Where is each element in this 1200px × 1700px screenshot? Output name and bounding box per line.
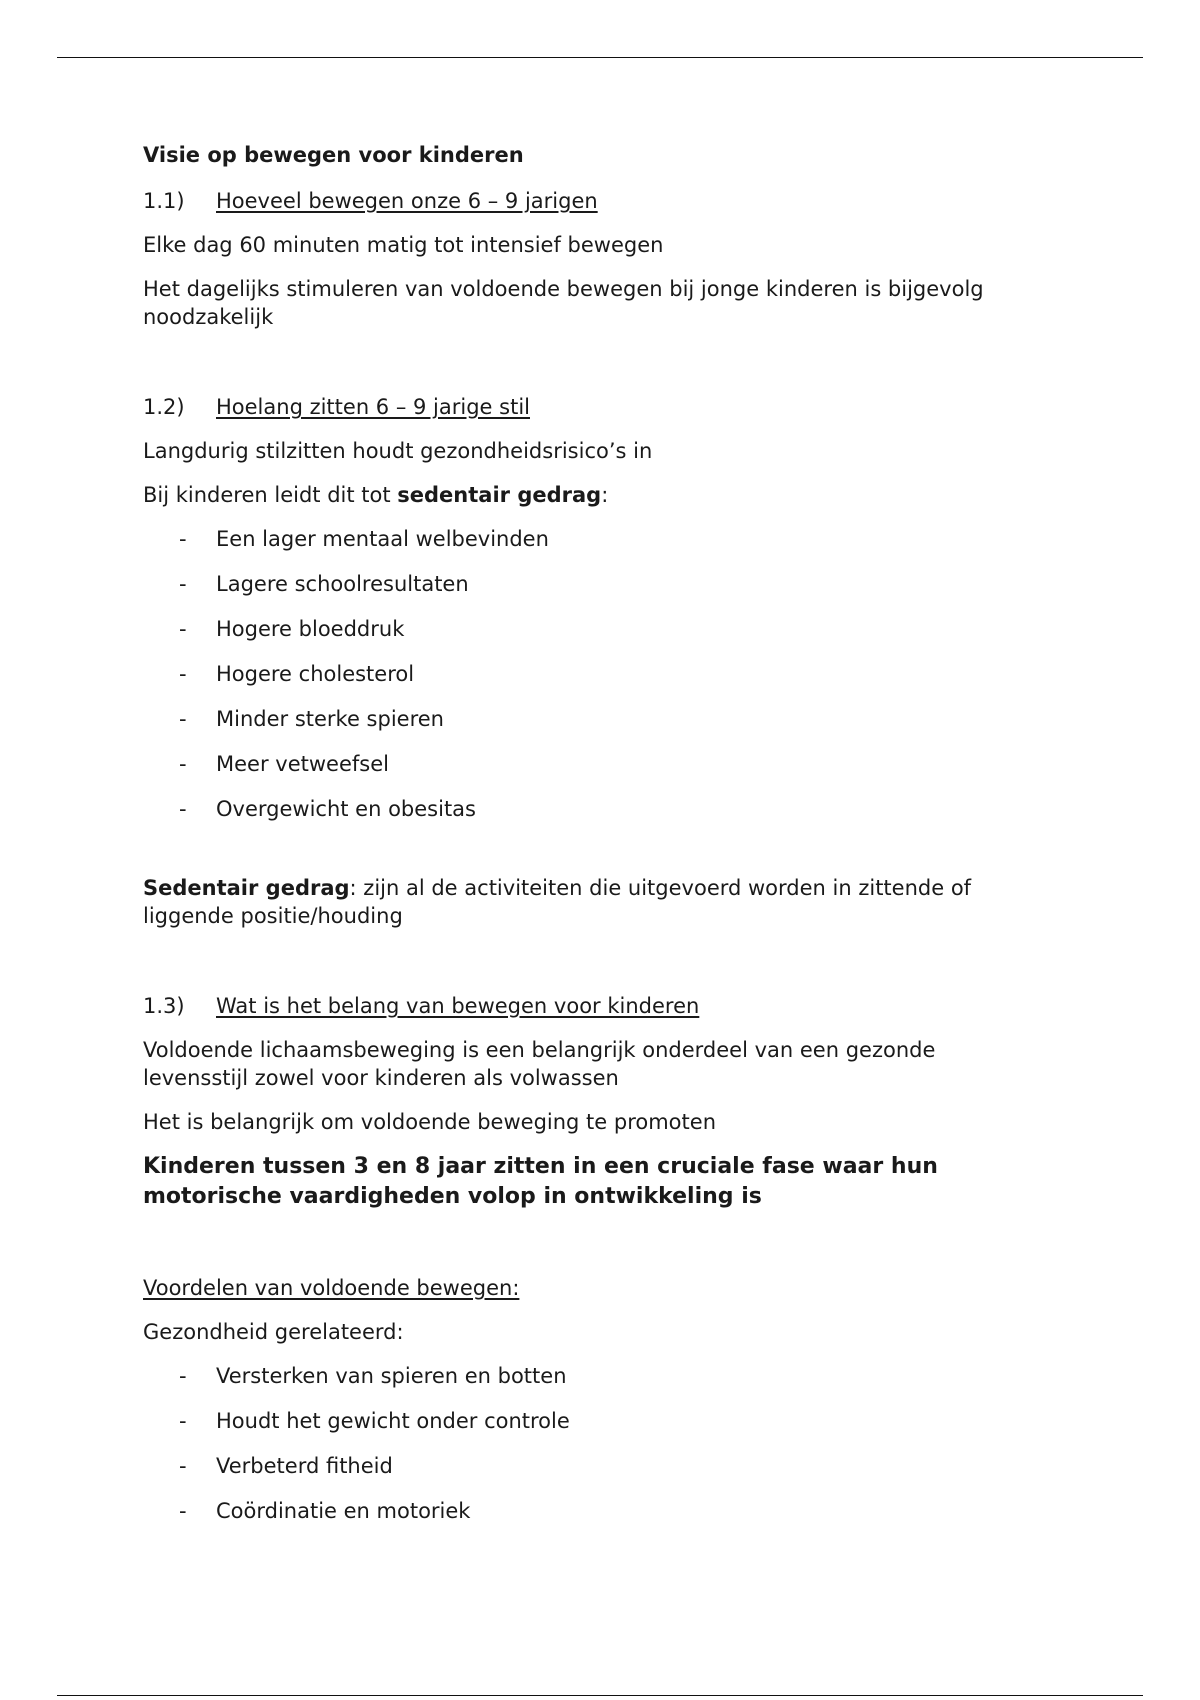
bottom-rule (57, 1695, 1143, 1696)
list-item (143, 570, 1063, 598)
section-heading-1-1 (143, 187, 1063, 215)
paragraph: Het is belangrijk om voldoende beweging te promoten (143, 1110, 716, 1134)
bullet-dash: - (179, 572, 187, 596)
section-heading-1-3 (143, 992, 1063, 1020)
bullet-dash: - (179, 1409, 187, 1433)
section-number: 1.3) (143, 994, 185, 1018)
list-item-text: Houdt het gewicht onder controle (216, 1409, 570, 1433)
paragraph: Langdurig stilzitten houdt gezondheidsrisico’s in (143, 439, 653, 463)
bullet-dash: - (179, 527, 187, 551)
list-item-text: Minder sterke spieren (216, 707, 444, 731)
risk-list (143, 525, 1063, 823)
bullet-dash: - (179, 797, 187, 821)
paragraph: Elke dag 60 minuten matig tot intensief bewegen (143, 233, 664, 257)
benefits-list (143, 1362, 1063, 1525)
bold-statement: Kinderen tussen 3 en 8 jaar zitten in een cruciale fase waar hun motorische vaardigheden volop in ontwikkeling is (143, 1154, 938, 1209)
bullet-dash: - (179, 617, 187, 641)
health-label: Gezondheid gerelateerd: (143, 1320, 404, 1344)
list-item (143, 705, 1063, 733)
list-item-text: Hogere bloeddruk (216, 617, 405, 641)
paragraph (143, 481, 1063, 509)
text-run: : (601, 483, 609, 507)
list-item (143, 525, 1063, 553)
definition-term: Sedentair gedrag (143, 876, 350, 900)
list-item-text: Coördinatie en motoriek (216, 1499, 471, 1523)
list-item (143, 1497, 1063, 1525)
list-item-text: Hogere cholesterol (216, 662, 415, 686)
top-rule (57, 57, 1143, 58)
section-number: 1.2) (143, 395, 185, 419)
advantages-heading (143, 1274, 1063, 1302)
paragraph: Voldoende lichaamsbeweging is een belangrijk onderdeel van een gezonde levensstijl zowel voor kinderen als volwassen (143, 1038, 936, 1090)
bold-term: sedentair gedrag (397, 483, 602, 507)
list-item (143, 795, 1063, 823)
definition-text: : zijn al de activiteiten die uitgevoerd worden in zittende of liggende positie/houding (143, 876, 972, 928)
list-item (143, 615, 1063, 643)
section-title: Hoeveel bewegen onze 6 – 9 jarigen (216, 189, 598, 213)
list-item-text: Overgewicht en obesitas (216, 797, 476, 821)
bullet-dash: - (179, 707, 187, 731)
section-title: Wat is het belang van bewegen voor kinderen (216, 994, 700, 1018)
definition (143, 874, 1043, 930)
list-item (143, 1362, 1063, 1390)
section-heading-1-2 (143, 393, 1063, 421)
list-item (143, 1452, 1063, 1480)
list-item-text: Verbeterd fitheid (216, 1454, 393, 1478)
bullet-dash: - (179, 1499, 187, 1523)
list-item (143, 1407, 1063, 1435)
section-number: 1.1) (143, 189, 185, 213)
bullet-dash: - (179, 662, 187, 686)
document-title: Visie op bewegen voor kinderen (143, 143, 524, 167)
paragraph: Het dagelijks stimuleren van voldoende bewegen bij jonge kinderen is bijgevolg noodzakelijk (143, 277, 984, 329)
section-title: Hoelang zitten 6 – 9 jarige stil (216, 395, 530, 419)
list-item-text: Versterken van spieren en botten (216, 1364, 567, 1388)
list-item (143, 750, 1063, 778)
bullet-dash: - (179, 1454, 187, 1478)
list-item (143, 660, 1063, 688)
text-run: Bij kinderen leidt dit tot (143, 483, 398, 507)
bullet-dash: - (179, 1364, 187, 1388)
advantages-heading-text: Voordelen van voldoende bewegen: (143, 1276, 520, 1300)
list-item-text: Lagere schoolresultaten (216, 572, 469, 596)
bullet-dash: - (179, 752, 187, 776)
document-body (143, 141, 1063, 1542)
list-item-text: Een lager mentaal welbevinden (216, 527, 549, 551)
list-item-text: Meer vetweefsel (216, 752, 389, 776)
